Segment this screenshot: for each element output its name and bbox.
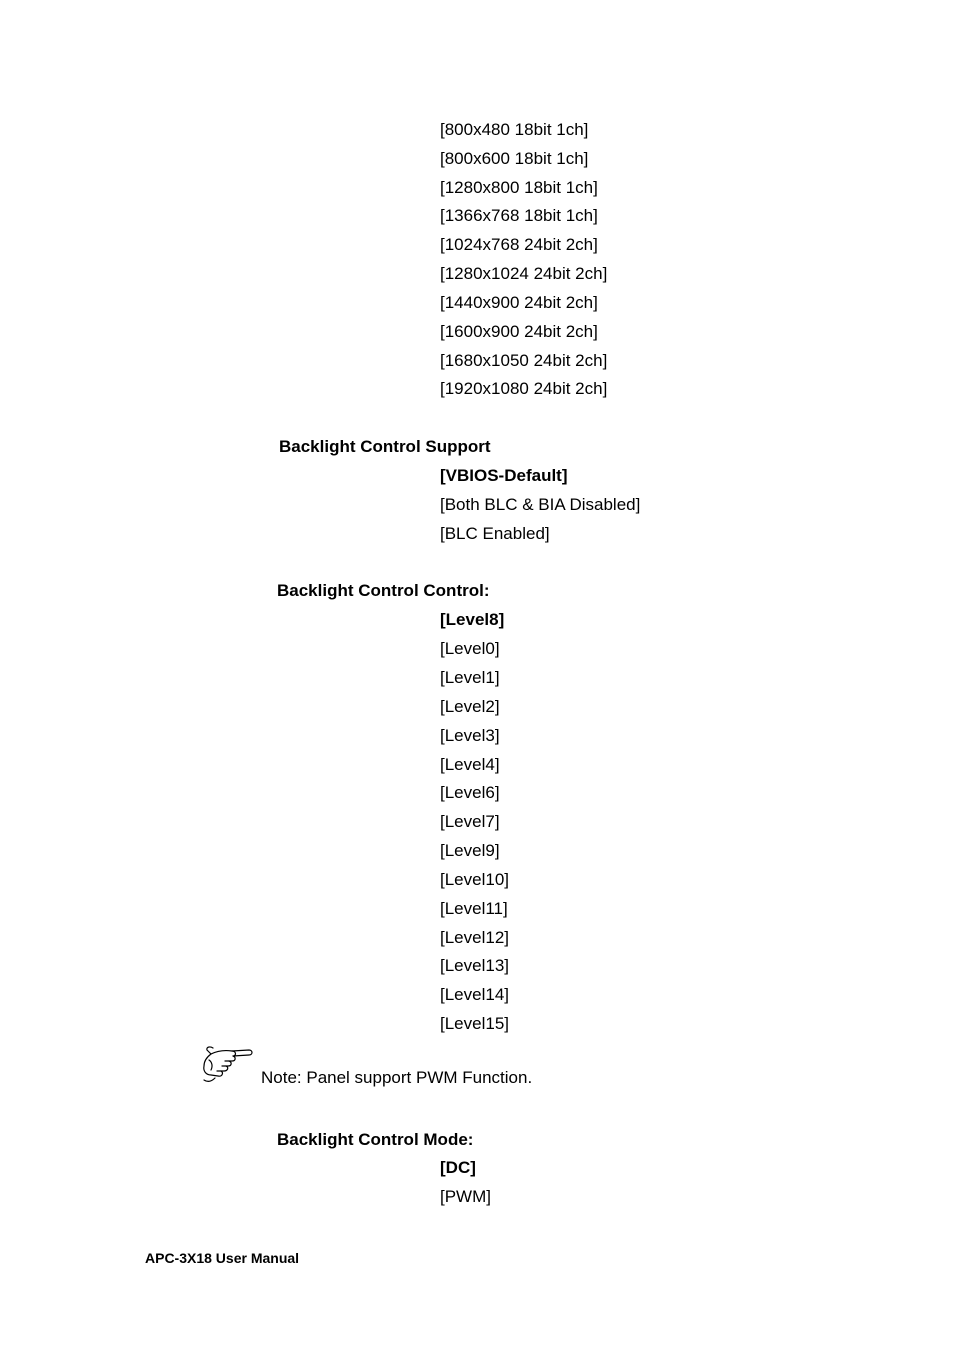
backlight-level-option: [Level12] [440,928,509,947]
backlight-mode-heading: Backlight Control Mode: [277,1130,474,1149]
resolution-option: [1366x768 18bit 1ch] [440,206,598,225]
resolution-option: [800x600 18bit 1ch] [440,149,589,168]
backlight-support-option: [BLC Enabled] [440,524,550,543]
backlight-level-option: [Level13] [440,956,509,975]
backlight-level-option: [Level10] [440,870,509,889]
backlight-level-option: [Level14] [440,985,509,1004]
pointing-hand-icon [199,1042,255,1088]
resolution-option: [1920x1080 24bit 2ch] [440,379,608,398]
backlight-mode-default: [DC] [440,1158,476,1177]
resolution-option: [1440x900 24bit 2ch] [440,293,598,312]
backlight-level-option: [Level11] [440,899,508,918]
resolution-option: [1680x1050 24bit 2ch] [440,351,608,370]
backlight-level-option: [Level15] [440,1014,509,1033]
backlight-support-option: [Both BLC & BIA Disabled] [440,495,641,514]
backlight-level-option: [Level2] [440,697,500,716]
backlight-level-option: [Level3] [440,726,500,745]
resolution-option: [1280x800 18bit 1ch] [440,178,598,197]
backlight-mode-option: [PWM] [440,1187,491,1206]
resolution-option: [800x480 18bit 1ch] [440,120,589,139]
backlight-level-option: [Level9] [440,841,500,860]
resolution-option: [1024x768 24bit 2ch] [440,235,598,254]
backlight-level-option: [Level6] [440,783,500,802]
resolution-option: [1600x900 24bit 2ch] [440,322,598,341]
backlight-level-option: [Level0] [440,639,500,658]
backlight-level-option: [Level7] [440,812,500,831]
backlight-support-heading: Backlight Control Support [279,437,491,456]
backlight-level-option: [Level1] [440,668,500,687]
backlight-control-default: [Level8] [440,610,505,629]
footer-manual-title: APC-3X18 User Manual [145,1250,300,1266]
note-text: Note: Panel support PWM Function. [261,1068,533,1087]
resolution-option: [1280x1024 24bit 2ch] [440,264,608,283]
backlight-level-option: [Level4] [440,755,500,774]
backlight-control-heading: Backlight Control Control: [277,581,490,600]
backlight-support-default: [VBIOS-Default] [440,466,568,485]
